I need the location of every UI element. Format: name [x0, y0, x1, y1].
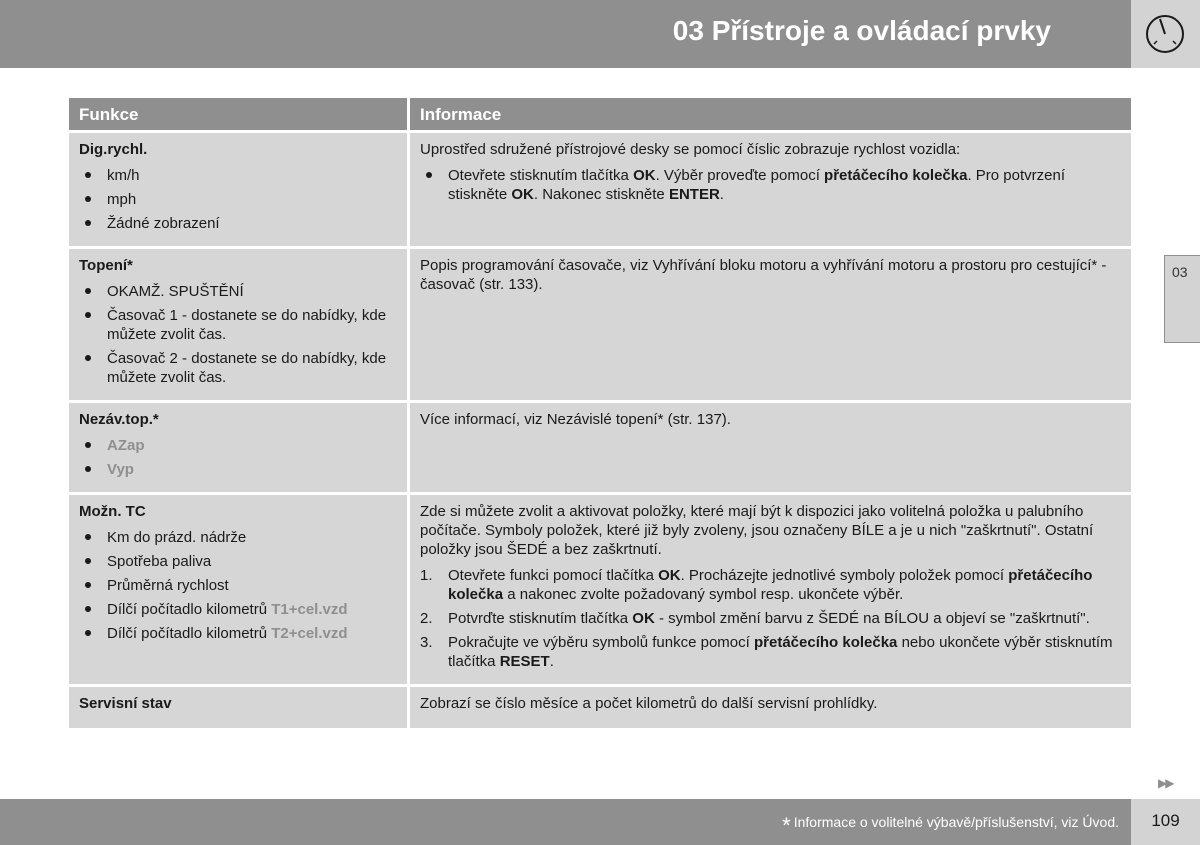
table-header-row — [69, 98, 1131, 130]
column-header-funkce: Funkce — [69, 98, 410, 130]
info-text: Více informací, viz Nezávislé topení* (str. 137). — [420, 411, 731, 428]
list-item: AZap — [79, 436, 397, 455]
page-title: 03 Přístroje a ovládací prvky — [672, 15, 1051, 46]
list-item: Časovač 1 - dostanete se do nabídky, kde můžete zvolit čas. — [79, 306, 397, 344]
list-item: Časovač 2 - dostanete se do nabídky, kde můžete zvolit čas. — [79, 349, 397, 387]
list-item: Dílčí počítadlo kilometrů T2+cel.vzd — [79, 624, 397, 643]
chapter-tab[interactable] — [1164, 255, 1200, 343]
info-text: Uprostřed sdružené přístrojové desky se pomocí číslic zobrazuje rychlost vozidla: — [420, 141, 961, 158]
info-text: Popis programování časovače, viz Vyhřívání bloku motoru a vyhřívání motoru a prostoru pro cestující* - časovač (str. 133). — [420, 257, 1107, 293]
function-name: Dig.rychl. — [79, 141, 148, 158]
info-cell — [410, 492, 1131, 684]
list-item: OKAMŽ. SPUŠTĚNÍ — [79, 282, 397, 301]
info-cell — [410, 400, 1131, 492]
list-item: Žádné zobrazení — [79, 214, 397, 233]
function-name: Možn. TC — [79, 503, 146, 520]
info-text: Zobrazí se číslo měsíce a počet kilometrů do další servisní prohlídky. — [420, 695, 878, 712]
header-band — [0, 0, 1131, 68]
function-cell — [69, 492, 410, 684]
column-header-informace: Informace — [410, 98, 1131, 130]
info-text: Zde si můžete zvolit a aktivovat položky, které mají být k dispozici jako volitelná položka u palubního počítače. Symboly položek, které již byly zvoleny, jsou označeny BÍLE a je u nich "zaškrtnutí". Ostatní položky jsou ŠEDÉ a bez zaškrtnutí. — [420, 503, 1094, 558]
list-item: 2. Potvrďte stisknutím tlačítka OK - symbol změní barvu z ŠEDÉ na BÍLOU a objeví se "zaškrtnutí". — [420, 610, 1090, 627]
list-item: Km do prázd. nádrže — [79, 528, 397, 547]
list-item: Spotřeba paliva — [79, 552, 397, 571]
header-icon-box — [1131, 0, 1200, 68]
info-cell — [410, 246, 1131, 400]
function-cell — [69, 130, 410, 246]
footer-band — [0, 799, 1131, 845]
list-item: 1. Otevřete funkci pomocí tlačítka OK. Procházejte jednotlivé symboly položek pomocí přetáčecího kolečka a nakonec zvolte požadovaný symbol resp. ukončete výběr. — [420, 567, 1093, 603]
table-row — [69, 400, 1131, 492]
function-cell — [69, 684, 410, 728]
table-row — [69, 492, 1131, 684]
double-arrow-right-icon[interactable]: ▶▶ — [1158, 776, 1173, 790]
speedometer-icon — [1144, 13, 1186, 55]
function-cell — [69, 400, 410, 492]
function-name: Topení* — [79, 257, 133, 274]
table-row — [69, 130, 1131, 246]
option-list — [79, 436, 397, 479]
list-item: Otevřete stisknutím tlačítka OK. Výběr proveďte pomocí přetáčecího kolečka. Pro potvrzení stiskněte OK. Nakonec stiskněte ENTER. — [420, 166, 1121, 204]
page-number: 109 — [1151, 811, 1180, 830]
table-row — [69, 684, 1131, 728]
function-name: Servisní stav — [79, 695, 172, 712]
list-item: Dílčí počítadlo kilometrů T1+cel.vzd — [79, 600, 397, 619]
list-item: Vyp — [79, 460, 397, 479]
footer-note: * Informace o volitelné výbavě/příslušenství, viz Úvod. — [782, 813, 1119, 838]
function-table — [69, 98, 1131, 728]
info-cell — [410, 684, 1131, 728]
function-name: Nezáv.top.* — [79, 411, 159, 428]
list-item: Průměrná rychlost — [79, 576, 397, 595]
list-item: mph — [79, 190, 397, 209]
info-cell — [410, 130, 1131, 246]
option-list — [79, 528, 397, 643]
list-item: 3. Pokračujte ve výběru symbolů funkce pomocí přetáčecího kolečka nebo ukončete výběr stisknutím tlačítka RESET. — [420, 634, 1113, 670]
info-list — [420, 166, 1121, 204]
page-number-box — [1131, 799, 1200, 845]
table-row — [69, 246, 1131, 400]
option-list — [79, 282, 397, 387]
option-list — [79, 166, 397, 233]
steps-list — [420, 566, 1121, 671]
chapter-tab-label: 03 — [1172, 264, 1188, 280]
list-item: km/h — [79, 166, 397, 185]
function-cell — [69, 246, 410, 400]
